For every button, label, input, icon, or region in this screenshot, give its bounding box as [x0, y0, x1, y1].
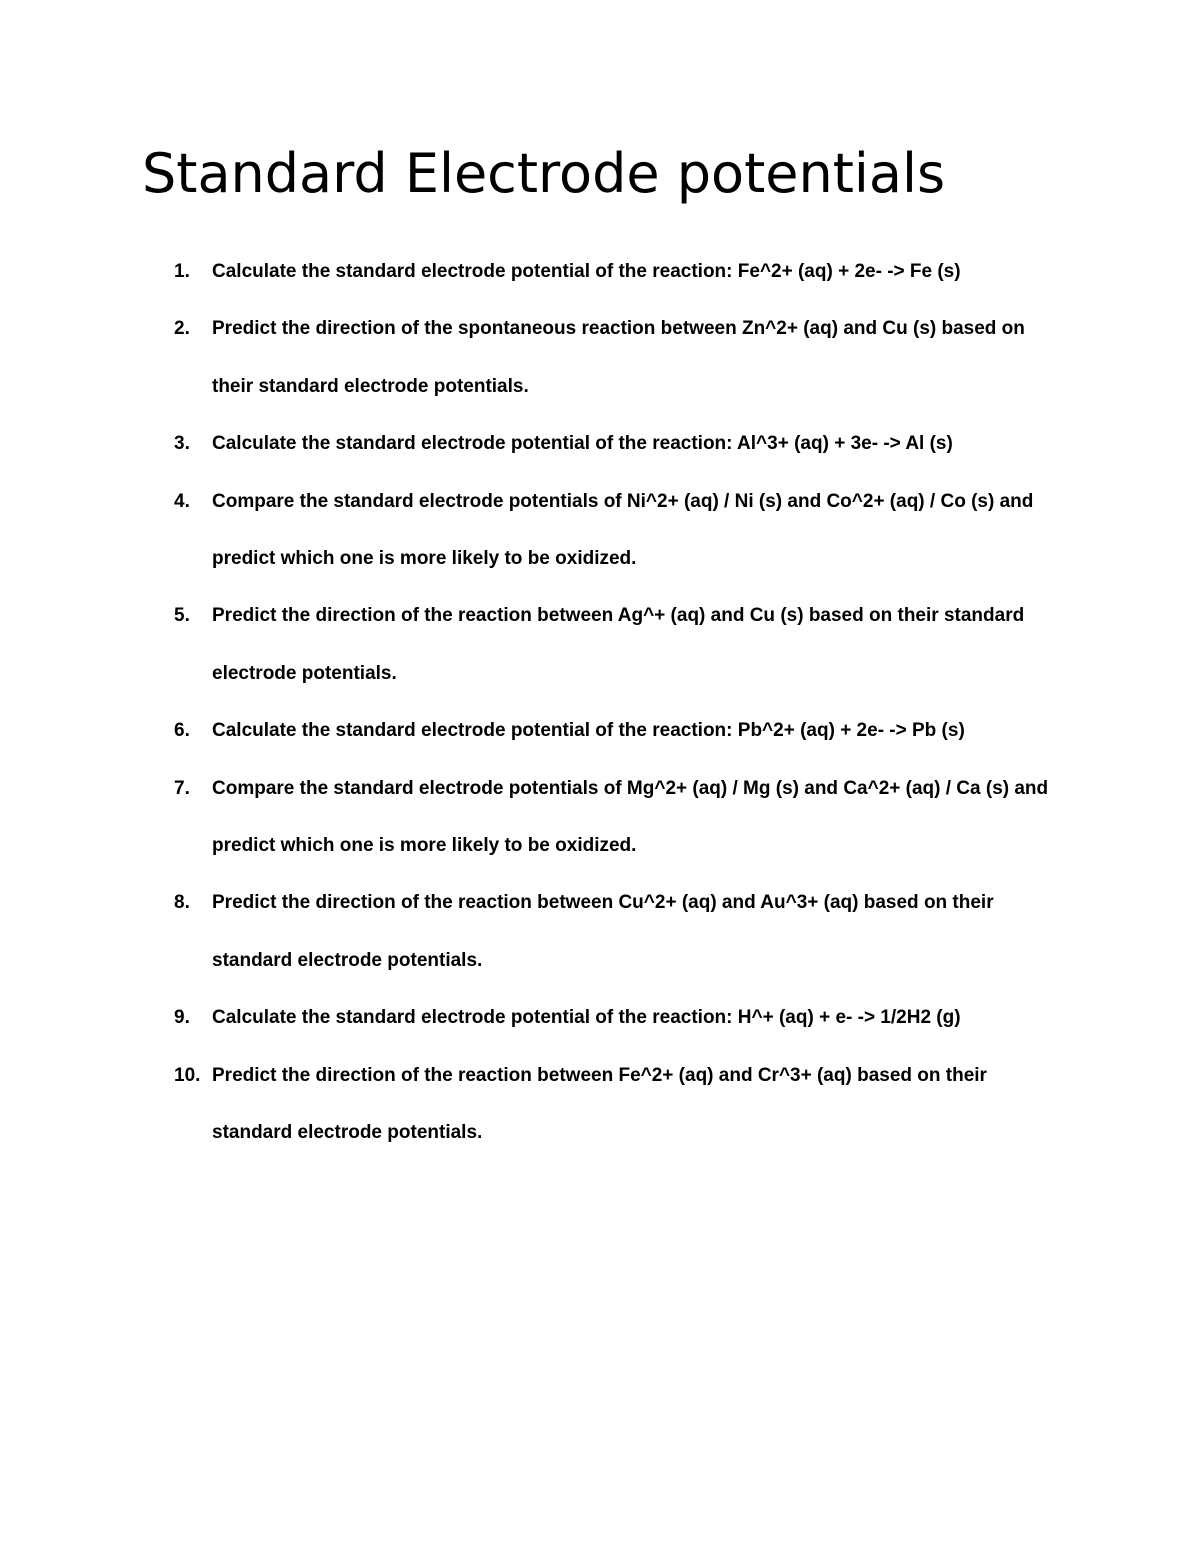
question-text: Calculate the standard electrode potential of the reaction: Fe^2+ (aq) + 2e- -> Fe (s) [212, 261, 961, 282]
question-number: 1. [174, 261, 190, 282]
question-text: Compare the standard electrode potentials of Ni^2+ (aq) / Ni (s) and Co^2+ (aq) / Co (s) and predict which one is more likely to be oxidized. [212, 490, 1034, 570]
question-text: Predict the direction of the reaction between Cu^2+ (aq) and Au^3+ (aq) based on their standard electrode potentials. [212, 892, 994, 971]
question-number: 4. [174, 490, 190, 512]
question-number: 2. [174, 318, 190, 340]
question-text: Calculate the standard electrode potential of the reaction: H^+ (aq) + e- -> 1/2H2 (g) [212, 1007, 961, 1029]
question-item-2 [0, 300, 1200, 415]
question-text: Predict the direction of the reaction between Fe^2+ (aq) and Cr^3+ (aq) based on their standard electrode potentials. [212, 1064, 987, 1144]
question-item-6 [0, 702, 1200, 759]
question-number: 9. [174, 1007, 190, 1029]
question-item-3 [0, 415, 1200, 472]
question-text: Predict the direction of the spontaneous reaction between Zn^2+ (aq) and Cu (s) based on their standard electrode potentials. [212, 318, 1025, 397]
question-text: Calculate the standard electrode potential of the reaction: Pb^2+ (aq) + 2e- -> Pb (s) [212, 720, 965, 742]
question-number: 7. [174, 777, 190, 799]
question-number: 5. [174, 605, 190, 627]
question-list [0, 243, 1200, 1162]
question-number: 10. [174, 1064, 201, 1086]
question-number: 3. [174, 433, 190, 455]
question-text: Compare the standard electrode potentials of Mg^2+ (aq) / Mg (s) and Ca^2+ (aq) / Ca (s) and predict which one is more likely to be oxidized. [212, 777, 1049, 857]
question-text: Predict the direction of the reaction between Ag^+ (aq) and Cu (s) based on their standard electrode potentials. [212, 605, 1025, 684]
question-item-7 [0, 760, 1200, 875]
document-title: Standard Electrode potentials [142, 142, 946, 205]
question-item-5 [0, 587, 1200, 702]
question-text: Calculate the standard electrode potential of the reaction: Al^3+ (aq) + 3e- -> Al (s) [212, 433, 953, 455]
question-item-1 [0, 243, 1200, 300]
question-item-8 [0, 874, 1200, 989]
question-number: 8. [174, 892, 190, 914]
question-number: 6. [174, 720, 190, 742]
question-item-10 [0, 1047, 1200, 1162]
question-item-9 [0, 989, 1200, 1046]
question-item-4 [0, 473, 1200, 588]
